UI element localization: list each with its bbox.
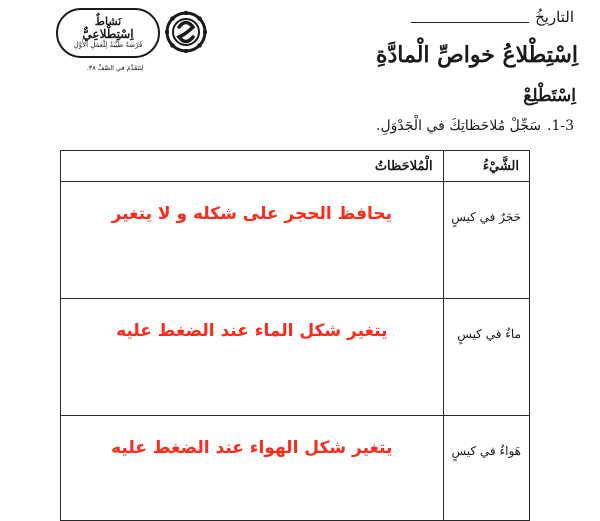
observation-cell[interactable] [61, 182, 444, 299]
logo-line-3: فُرْصَةٌ طَيِّبَةٌ لِلْعَمَلِ الأَوَّلِ [73, 41, 143, 49]
table-row [61, 416, 530, 521]
answer-text: يحافظ الحجر على شكله و لا يتغير [111, 204, 392, 224]
date-blank-line[interactable] [411, 8, 529, 23]
answer-text: يتغير شكل الماء عند الضغط عليه [116, 321, 388, 341]
table-row [61, 182, 530, 299]
table-row [61, 299, 530, 416]
header-observations: الْمُلاحَظاتُ [61, 151, 444, 182]
thing-cell: حَجَرٌ في كيسٍ [443, 182, 529, 299]
thing-cell: هَواءٌ في كيسٍ [443, 416, 529, 521]
observation-cell[interactable] [61, 299, 444, 416]
gear-icon [164, 10, 208, 54]
section-subtitle: اِسْتَطْلِعْ [523, 86, 576, 106]
observations-table [60, 150, 530, 521]
date-field [411, 8, 574, 26]
page-title: اِسْتِطْلاعُ خواصِّ الْمادَّةِ [375, 42, 578, 68]
table-header-row [61, 151, 530, 182]
instruction-number: 1-3. [547, 118, 574, 134]
instruction [376, 118, 574, 134]
instruction-text: سَجِّلْ مُلاحَظاتِكَ في الْجَدْوَلِ. [376, 118, 541, 134]
header-thing: الشَّيْءُ [443, 151, 529, 182]
activity-logo [56, 8, 206, 86]
logo-caption: لِتَتَقَدَّمَ في الصَّفِّ ٣٨. [86, 64, 144, 72]
logo-line-2: اِسْتِطْلاعِيٌّ [82, 27, 134, 41]
date-label: التاريخُ [535, 8, 574, 26]
logo-line-1: نَشاطٌ [94, 15, 122, 28]
logo-badge [56, 8, 160, 58]
answer-text: يتغير شكل الهواء عند الضغط عليه [111, 438, 393, 458]
observation-cell[interactable] [61, 416, 444, 521]
thing-cell: ماءٌ في كيسٍ [443, 299, 529, 416]
